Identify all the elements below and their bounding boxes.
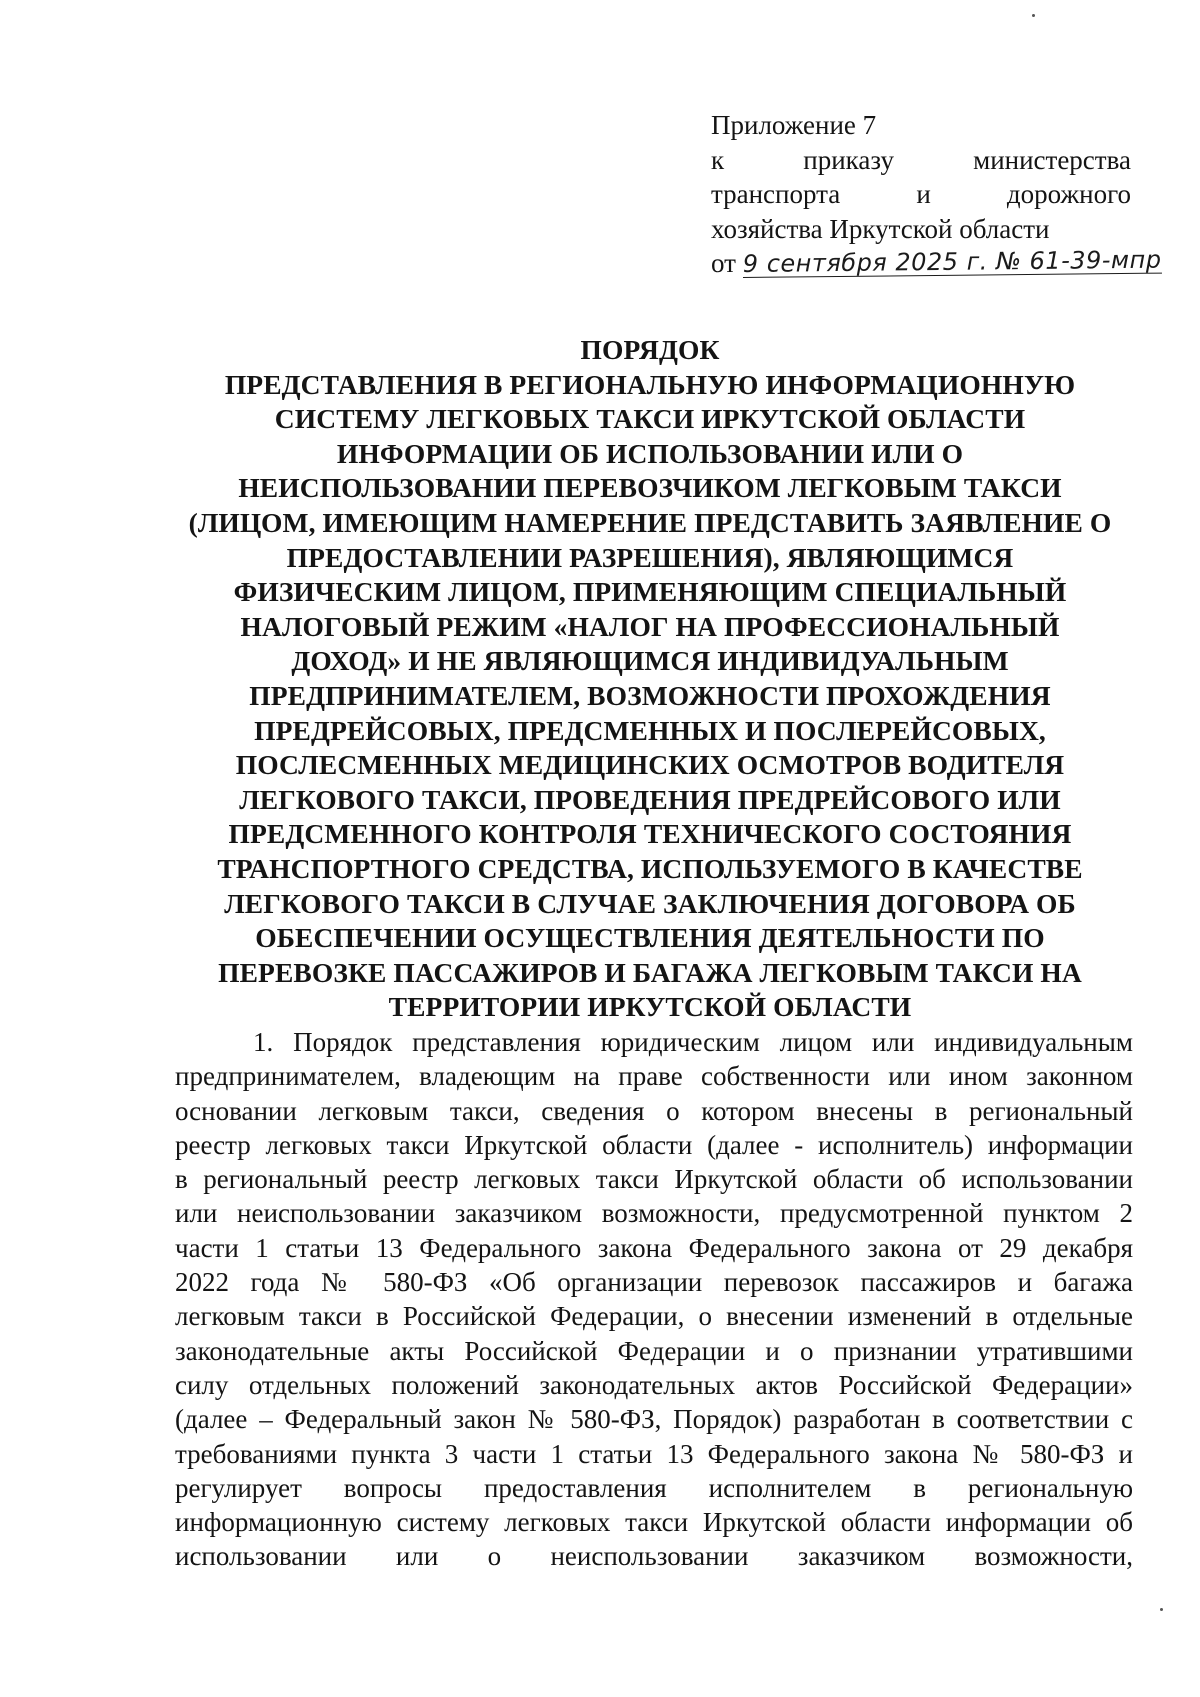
body-word: возможности, xyxy=(974,1541,1133,1572)
body-line: требованиями пункта 3 части 1 статьи 13 Федерального закона № 580-ФЗ и xyxy=(175,1438,1133,1469)
paragraph-number: 1. xyxy=(253,1027,274,1057)
body-line: легковым такси в Российской Федерации, о внесении изменений в отдельные xyxy=(175,1301,1133,1332)
body-line: регулирует вопросы предоставления исполнителем в региональную xyxy=(175,1472,1133,1503)
body-line: 2022 года № 580-ФЗ «Об организации перевозок пассажиров и багажа xyxy=(175,1267,1133,1298)
title-line: НАЛОГОВЫЙ РЕЖИМ «НАЛОГ НА ПРОФЕССИОНАЛЬНЫЙ xyxy=(240,610,1060,642)
body-word: или xyxy=(395,1541,439,1572)
scan-speck xyxy=(1032,14,1035,17)
title-line: ПРЕДСТАВЛЕНИЯ В РЕГИОНАЛЬНУЮ ИНФОРМАЦИОННУЮ xyxy=(224,368,1076,400)
handwritten-date-signature: 9 сентября 2025 г. № 61-39-мпр xyxy=(742,245,1162,278)
appendix-header xyxy=(711,108,1162,281)
body-line: законодательные акты Российской Федерации и о признании утратившими xyxy=(175,1335,1133,1366)
body-line: в региональный реестр легковых такси Иркутской области об использовании xyxy=(175,1164,1133,1195)
document-title xyxy=(160,333,1140,1025)
order-reference-line xyxy=(711,143,1131,178)
body-line: реестр легковых такси Иркутской области (далее - исполнитель) информации xyxy=(175,1129,1133,1160)
scan-speck xyxy=(1160,1608,1163,1611)
body-line: предпринимателем, владеющим на праве собственности или ином законном xyxy=(175,1061,1133,1092)
order-date-line xyxy=(711,245,1162,281)
appendix-number: Приложение 7 xyxy=(711,110,877,140)
body-line: (далее – Федеральный закон № 580-ФЗ, Порядок) разработан в соответствии с xyxy=(175,1404,1133,1435)
body-line: или неиспользовании заказчиком возможности, предусмотренной пунктом 2 xyxy=(175,1198,1133,1229)
title-line: ФИЗИЧЕСКИМ ЛИЦОМ, ПРИМЕНЯЮЩИМ СПЕЦИАЛЬНЫЙ xyxy=(233,576,1067,608)
ministry-word: транспорта xyxy=(711,179,841,209)
title-line: ЛЕГКОВОГО ТАКСИ, ПРОВЕДЕНИЯ ПРЕДРЕЙСОВОГО ИЛИ xyxy=(239,783,1061,815)
order-word: приказу xyxy=(803,144,894,175)
paragraph-last-visible-line xyxy=(175,1539,1133,1573)
paragraph-1 xyxy=(175,1025,1133,1574)
title-line: НЕИСПОЛЬЗОВАНИИ ПЕРЕВОЗЧИКОМ ЛЕГКОВЫМ ТАКСИ xyxy=(238,472,1062,504)
title-line: ПРЕДОСТАВЛЕНИИ РАЗРЕШЕНИЯ), ЯВЛЯЮЩИМСЯ xyxy=(286,541,1014,573)
title-line: ТРАНСПОРТНОГО СРЕДСТВА, ИСПОЛЬЗУЕМОГО В КАЧЕСТВЕ xyxy=(217,852,1083,884)
ministry-word: и xyxy=(916,179,931,209)
ministry-word: дорожного xyxy=(1006,179,1131,209)
region-line: хозяйства Иркутской области xyxy=(711,213,1050,244)
body-word: о xyxy=(487,1541,502,1572)
title-line: ИНФОРМАЦИИ ОБ ИСПОЛЬЗОВАНИИ ИЛИ О xyxy=(336,437,964,469)
order-word: министерства xyxy=(973,144,1131,175)
title-line: ДОХОД» И НЕ ЯВЛЯЮЩИМСЯ ИНДИВИДУАЛЬНЫМ xyxy=(291,645,1009,677)
body-word: индивидуальным xyxy=(934,1027,1133,1057)
body-word: или xyxy=(871,1027,915,1057)
title-line: (ЛИЦОМ, ИМЕЮЩИМ НАМЕРЕНИЕ ПРЕДСТАВИТЬ ЗАЯВЛЕНИЕ О xyxy=(188,506,1112,538)
body-line: основании легковым такси, сведения о котором внесены в региональный xyxy=(175,1095,1133,1126)
body-word: неиспользовании xyxy=(550,1541,749,1572)
title-line: ПРЕДПРИНИМАТЕЛЕМ, ВОЗМОЖНОСТИ ПРОХОЖДЕНИЯ xyxy=(249,679,1051,711)
title-line: ОБЕСПЕЧЕНИИ ОСУЩЕСТВЛЕНИЯ ДЕЯТЕЛЬНОСТИ ПО xyxy=(255,922,1045,954)
body-word: заказчиком xyxy=(797,1541,926,1572)
title-line: ПРЕДРЕЙСОВЫХ, ПРЕДСМЕННЫХ И ПОСЛЕРЕЙСОВЫХ, xyxy=(254,714,1046,746)
title-line: ПЕРЕВОЗКЕ ПАССАЖИРОВ И БАГАЖА ЛЕГКОВЫМ ТАКСИ НА xyxy=(218,956,1082,988)
title-line: ЛЕГКОВОГО ТАКСИ В СЛУЧАЕ ЗАКЛЮЧЕНИЯ ДОГОВОРА ОБ xyxy=(224,887,1076,919)
body-word: использовании xyxy=(175,1541,347,1572)
paragraph-first-line xyxy=(175,1025,1133,1059)
title-line: ПРЕДСМЕННОГО КОНТРОЛЯ ТЕХНИЧЕСКОГО СОСТОЯНИЯ xyxy=(228,818,1072,850)
title-line: ПОРЯДОК xyxy=(580,334,720,365)
title-line: СИСТЕМУ ЛЕГКОВЫХ ТАКСИ ИРКУТСКОЙ ОБЛАСТИ xyxy=(274,403,1026,435)
body-word: представления xyxy=(412,1027,581,1057)
body-word: юридическим xyxy=(600,1027,760,1057)
body-line: части 1 статьи 13 Федерального закона Федерального закона от 29 декабря xyxy=(175,1232,1133,1263)
title-line: ПОСЛЕСМЕННЫХ МЕДИЦИНСКИХ ОСМОТРОВ ВОДИТЕЛЯ xyxy=(235,749,1065,781)
ministry-line xyxy=(711,177,1131,212)
body-line: силу отдельных положений законодательных актов Российской Федерации» xyxy=(175,1369,1133,1400)
order-word: к xyxy=(711,144,725,175)
body-word: Порядок xyxy=(293,1027,393,1057)
title-line: ТЕРРИТОРИИ ИРКУТСКОЙ ОБЛАСТИ xyxy=(388,991,912,1023)
date-prefix: от xyxy=(711,248,736,278)
body-line: информационную систему легковых такси Иркутской области информации об xyxy=(175,1507,1133,1538)
body-word: лицом xyxy=(779,1027,853,1057)
